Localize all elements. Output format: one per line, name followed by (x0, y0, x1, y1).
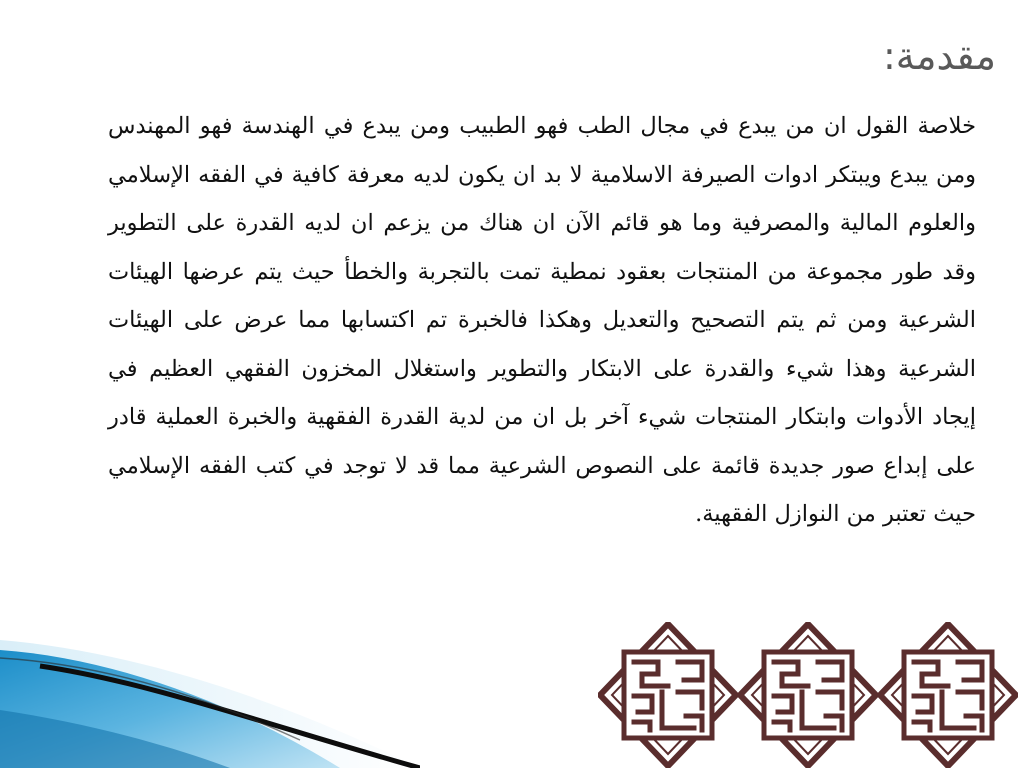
kufic-square-ornament-icon (878, 622, 1018, 768)
ornament-group (598, 622, 1018, 768)
slide-body-text: خلاصة القول ان من يبدع في مجال الطب فهو الطبيب ومن يبدع في الهندسة فهو المهندس ومن يبدع ويبتكر ادوات الصيرفة الاسلامية لا بد ان يكون لديه معرفة كافية في الفقه الإسلامي والعلوم المالية والمصرفية وما هو قائم الآن ان هناك من يزعم ان لديه القدرة على التطوير وقد طور مجموعة من المنتجات بعقود نمطية تمت بالتجربة والخطأ حيث يتم عرضها الهيئات الشرعية ومن ثم يتم التصحيح والتعديل وهكذا فالخبرة تم اكتسابها مما عرض على الهيئات الشرعية وهذا شيء والقدرة على الابتكار والتطوير واستغلال المخزون الفقهي العظيم في إيجاد الأدوات وابتكار المنتجات شيء آخر بل ان من لدية القدرة الفقهية والخبرة العملية قادر على إبداع صور جديدة قائمة على النصوص الشرعية مما قد لا توجد في كتب الفقه الإسلامي حيث تعتبر من النوازل الفقهية. (108, 113, 976, 527)
slide-title: مقدمة: (882, 34, 996, 78)
kufic-square-ornament-icon (598, 622, 738, 768)
blue-swoosh-decoration (0, 630, 420, 768)
kufic-square-ornament-icon (738, 622, 878, 768)
